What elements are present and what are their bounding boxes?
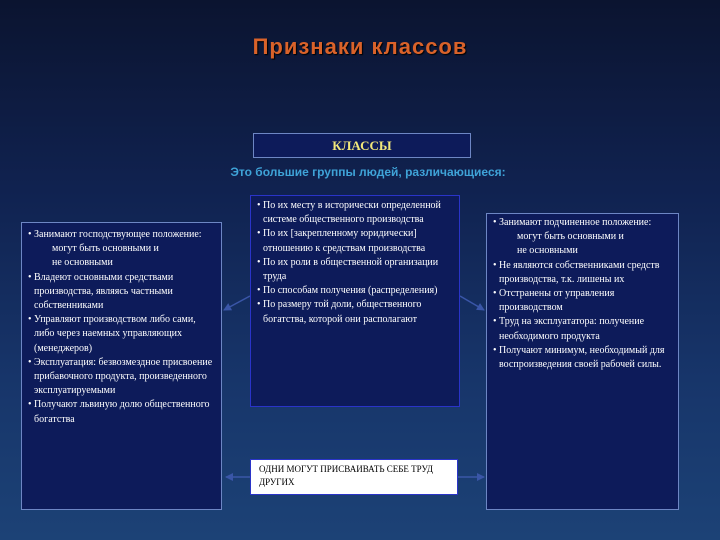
criteria-item: • По размеру той доли, общественного богатства, которой они располагают bbox=[257, 299, 422, 325]
criteria-item: • По их [закрепленному юридически] отношению к средствам производства bbox=[257, 228, 426, 254]
criteria-item: • По способам получения (распределения) bbox=[257, 285, 438, 297]
subordinate-item: • Отстранены от управления производством bbox=[493, 288, 615, 314]
exploitation-note-box bbox=[250, 459, 458, 495]
classes-definition: Это большие группы людей, различающиеся: bbox=[230, 165, 506, 179]
criteria-item: • По их месту в исторически определенной системе общественного производства bbox=[257, 200, 441, 226]
arrow-to-left bbox=[224, 296, 250, 310]
dominant-item: • Владеют основными средствами производства, являясь частными собственниками bbox=[28, 271, 174, 312]
arrow-to-right bbox=[460, 296, 484, 310]
dominant-item: • Получают львиную долю общественного богатства bbox=[28, 399, 210, 425]
subordinate-item: • Занимают подчиненное положение: могут быть основными и не основными bbox=[493, 217, 652, 257]
criteria-item: • По их роли в общественной организации труда bbox=[257, 256, 439, 283]
subordinate-item: • Не являются собственниками средств производства, т.к. лишены их bbox=[493, 259, 660, 285]
classes-criteria-box bbox=[250, 195, 460, 407]
dominant-class-box bbox=[21, 222, 222, 510]
subordinate-class-box bbox=[486, 213, 679, 510]
dominant-item: • Управляют производством либо сами, либо через наемных управляющих (менеджеров) bbox=[28, 314, 196, 354]
dominant-item: • Занимают господствующее положение: могут быть основными и не основными bbox=[28, 229, 202, 269]
exploitation-note-text: ОДНИ МОГУТ ПРИСВАИВАТЬ СЕБЕ ТРУД ДРУГИХ bbox=[259, 463, 449, 489]
classes-label-box: КЛАССЫ bbox=[253, 133, 471, 158]
subordinate-item: • Получают минимум, необходимый для воспроизведения своей рабочей силы. bbox=[493, 344, 665, 371]
dominant-item: • Эксплуатация: безвозмездное присвоение прибавочного продукта, произведенного эксплуатируемыми bbox=[28, 356, 213, 397]
subordinate-item: • Труд на эксплуататора: получение необходимого продукта bbox=[493, 316, 645, 342]
slide-title: Признаки классов bbox=[252, 34, 468, 59]
